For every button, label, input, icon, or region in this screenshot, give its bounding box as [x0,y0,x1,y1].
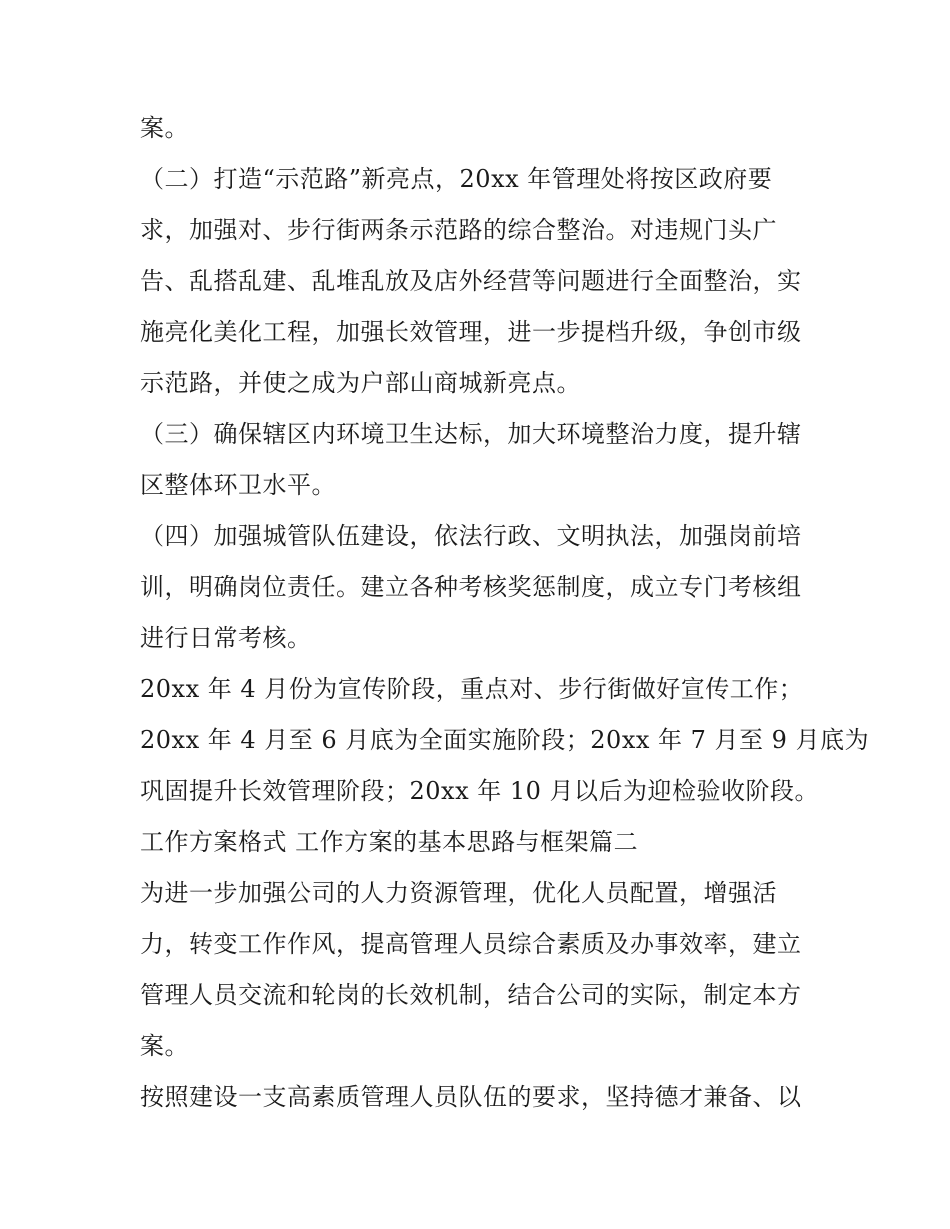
text-line: （三）确保辖区内环境卫生达标，加大环境整治力度，提升辖 [140,420,802,448]
text-line: 示范路，并使之成为户部山商城新亮点。 [140,369,581,397]
text-line: （二）打造“示范路”新亮点，20xx 年管理处将按区政府要 [140,165,773,193]
text-line: 进行日常考核。 [140,624,312,652]
text-line: 按照建设一支高素质管理人员队伍的要求，坚持德才兼备、以 [140,1083,802,1111]
text-line: 区整体环卫水平。 [140,471,336,499]
text-line: 为进一步加强公司的人力资源管理，优化人员配置，增强活 [140,879,777,907]
text-line: 巩固提升长效管理阶段；20xx 年 10 月以后为迎检验收阶段。 [140,777,820,805]
text-line: （四）加强城管队伍建设，依法行政、文明执法，加强岗前培 [140,522,802,550]
text-line: 训，明确岗位责任。建立各种考核奖惩制度，成立专门考核组 [140,573,802,601]
text-line: 案。 [140,114,189,142]
section-heading: 工作方案格式 工作方案的基本思路与框架篇二 [140,828,639,856]
text-line: 20xx 年 4 月至 6 月底为全面实施阶段；20xx 年 7 月至 9 月底为 [140,726,870,754]
text-line: 施亮化美化工程，加强长效管理，进一步提档升级，争创市级 [140,318,802,346]
text-line: 20xx 年 4 月份为宣传阶段，重点对、步行街做好宣传工作； [140,675,804,703]
text-line: 力，转变工作作风，提高管理人员综合素质及办事效率，建立 [140,930,802,958]
text-line: 告、乱搭乱建、乱堆乱放及店外经营等问题进行全面整治，实 [140,267,802,295]
text-line: 管理人员交流和轮岗的长效机制，结合公司的实际，制定本方 [140,981,802,1009]
text-line: 案。 [140,1032,189,1060]
text-line: 求，加强对、步行街两条示范路的综合整治。对违规门头广 [140,216,777,244]
